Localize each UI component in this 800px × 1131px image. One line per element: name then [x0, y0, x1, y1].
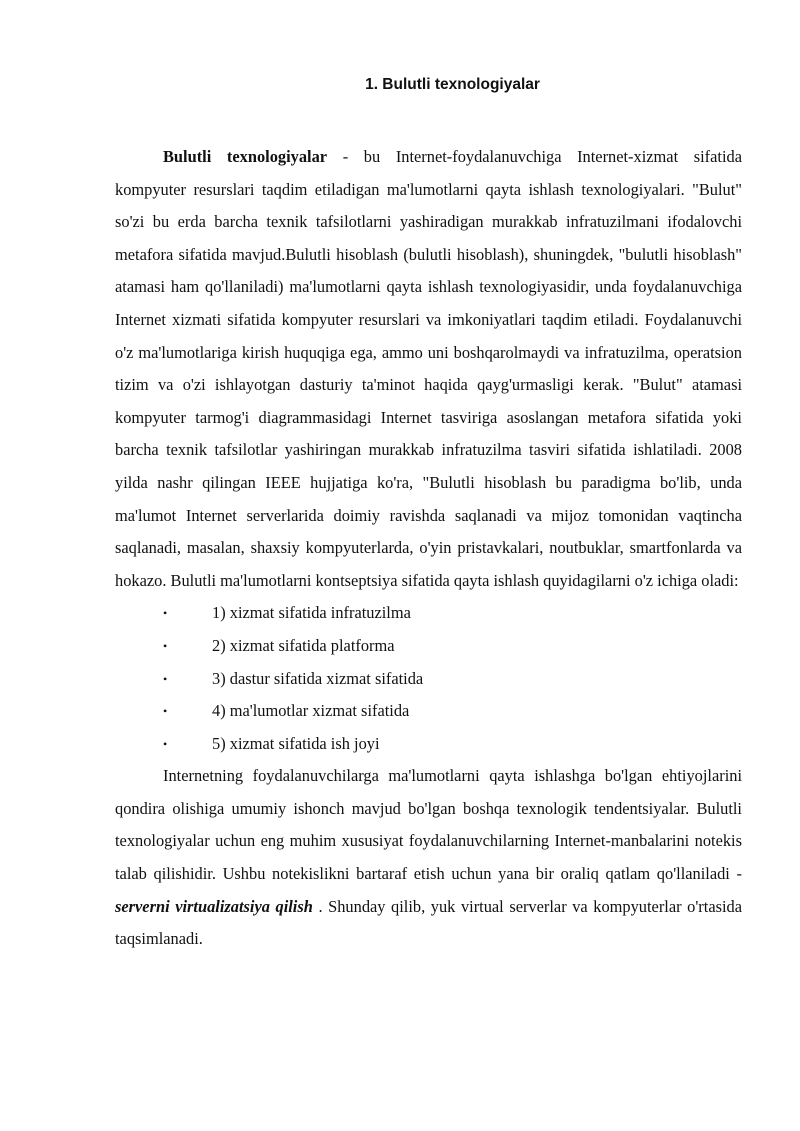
list-item-text: 4) ma'lumotlar xizmat sifatida: [212, 701, 410, 721]
paragraph-intro-text: - bu Internet-foydalanuvchiga Internet-xizmat sifatida kompyuter resurslari taqdim etiladigan ma'lumotlarni qayta ishlash texnologiyalari. "Bulut" so'zi bu erda barcha texnik tafsilotlarni yashiradigan murakkab infratuzilmani ifodalovchi metafora sifatida mavjud.Bulutli hisoblash (bulutli hisoblash), shuningdek, "bulutli hisoblash" atamasi ham qo'llaniladi) ma'lumotlarni qayta ishlash texnologiyasidir, unda foydalanuvchiga Internet xizmati sifatida kompyuter resurslari va imkoniyatlari taqdim etiladi. Foydalanuvchi o'z ma'lumotlariga kirish huquqiga ega, ammo uni boshqarolmaydi va infratuzilma, operatsion tizim va o'zi ishlayotgan dasturiy ta'minot haqida qayg'urmasligi kerak. "Bulut" atamasi kompyuter tarmog'i diagrammasidagi Internet tasviriga asoslangan metafora sifatida yoki barcha texnik tafsilotlar yashiringan murakkab infratuzilma tasviri sifatida ishlatiladi. 2008 yilda nashr qilingan IEEE hujjatiga ko'ra, "Bulutli hisoblash bu paradigma bo'lib, unda ma'lumot Internet serverlarida doimiy ravishda saqlanadi va mijoz tomonidan vaqtincha saqlanadi, masalan, shaxsiy kompyuterlarda, o'yin pristavkalari, noutbuklar, smartfonlarda va hokazo. Bulutli ma'lumotlarni kontseptsiya sifatida qayta ishlash quyidagilarni o'z ichiga oladi:: [115, 147, 742, 590]
paragraph-trends-text: Internetning foydalanuvchilarga ma'lumotlarni qayta ishlashga bo'lgan ehtiyojlarini qondira olishiga umumiy ishonch mavjud bo'lgan boshqa texnologik tendentsiyalar. Bulutli texnologiyalar uchun eng muhim xususiyat foydalanuvchilarning Internet-manbalarini notekis talab qilishidir. Ushbu notekislikni bartaraf etish uchun yana bir oraliq qatlam qo'llaniladi -: [115, 766, 742, 884]
list-item: [115, 597, 742, 630]
emphasis-term: serverni virtualizatsiya qilish: [115, 896, 313, 916]
list-item-text: 3) dastur sifatida xizmat sifatida: [212, 668, 424, 688]
paragraph-trends: [115, 760, 742, 956]
bullet-icon: •: [163, 704, 168, 719]
list-item: [115, 630, 742, 663]
bullet-icon: •: [163, 671, 168, 686]
document-body: [115, 141, 742, 956]
list-item: [115, 728, 742, 761]
list-item: [115, 695, 742, 728]
term-bold: Bulutli texnologiyalar: [163, 147, 328, 166]
paragraph-intro: [115, 141, 742, 597]
list-item: [115, 663, 742, 696]
list-item-text: 1) xizmat sifatida infratuzilma: [212, 603, 411, 623]
list-item-text: 2) xizmat sifatida platforma: [212, 635, 395, 655]
bullet-list: [115, 597, 742, 760]
bullet-icon: •: [163, 606, 168, 621]
bullet-icon: •: [163, 638, 168, 653]
bullet-icon: •: [163, 736, 168, 751]
page-title: 1. Bulutli texnologiyalar: [365, 76, 540, 93]
list-item-text: 5) xizmat sifatida ish joyi: [212, 733, 380, 753]
paragraph-trends-tail: . Shunday qilib, yuk virtual serverlar va kompyuterlar o'rtasida taqsimlanadi.: [115, 896, 742, 949]
